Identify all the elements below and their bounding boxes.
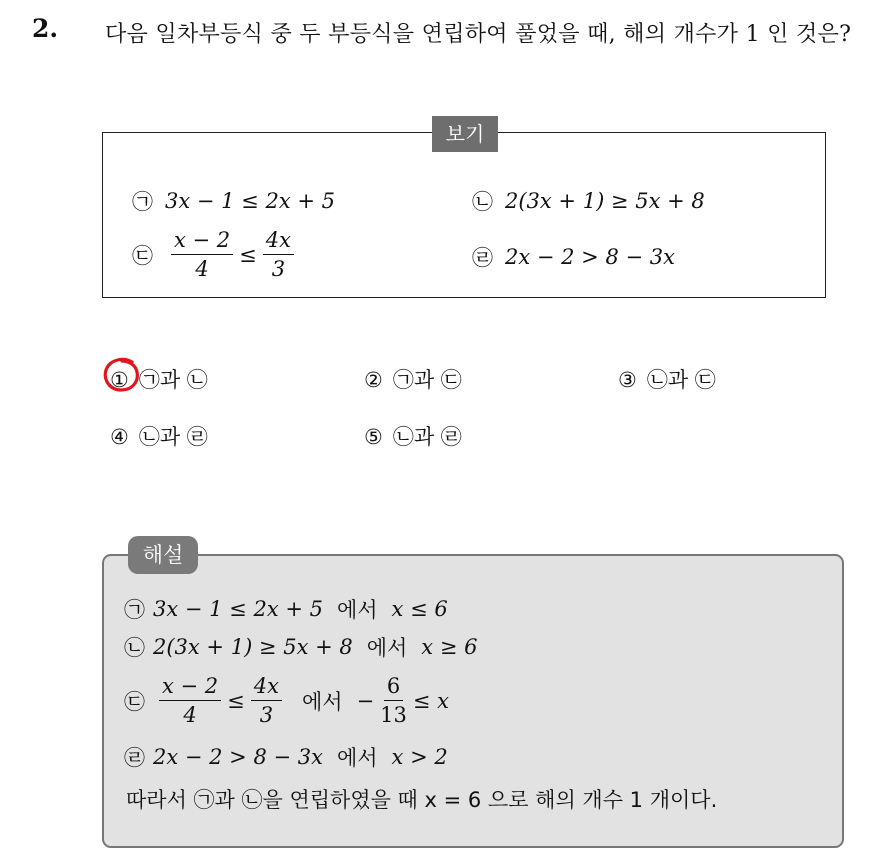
explanation-conclusion: 따라서 ㉠과 ㉡을 연립하였을 때 x = 6 으로 해의 개수 1 개이다. (126, 788, 718, 812)
fraction: $\frac{6}{13}$ (380, 674, 407, 727)
choice-3[interactable] (618, 364, 716, 394)
choice-5[interactable] (364, 421, 462, 451)
bogi-item-4 (472, 242, 675, 272)
choice-text: ㉠과 ㉢ (392, 368, 462, 392)
circle-rieul-icon: ㉣ (124, 746, 145, 770)
explanation-line-2: ㉡ 2(3x + 1) ≥ 5x + 8 에서 x ≥ 6 (124, 632, 477, 662)
explanation-line-4: ㉣ 2x − 2 > 8 − 3x 에서 x > 2 (124, 742, 448, 772)
choice-number: ⑤ (364, 425, 383, 449)
question-number: 2. (32, 14, 59, 43)
choice-number: ④ (110, 425, 129, 449)
circle-nieun-icon: ㉡ (124, 636, 145, 660)
fraction: $\frac{x - 2}{4}$ (159, 672, 221, 729)
bogi-label: 보기 (432, 116, 498, 152)
choice-text: ㉠과 ㉡ (138, 368, 208, 392)
operator: ≤ (239, 242, 257, 267)
circle-digeut-icon: ㉢ (132, 243, 153, 268)
bogi-item-3 (132, 226, 300, 283)
fraction: $\frac{4x}{3}$ (251, 672, 282, 729)
choice-2[interactable] (364, 364, 462, 394)
choice-text: ㉡과 ㉢ (646, 368, 716, 392)
bogi-expr: 3x − 1 ≤ 2x + 5 (165, 189, 335, 213)
choice-text: ㉡과 ㉣ (138, 425, 208, 449)
choice-number: ① (110, 368, 129, 392)
fraction: $\frac{4x}{3}$ (263, 226, 294, 283)
bogi-expr: 2(3x + 1) ≥ 5x + 8 (505, 189, 705, 213)
bogi-item-1 (132, 186, 335, 216)
circle-digeut-icon: ㉢ (124, 689, 145, 714)
explanation-line-1: ㉠ 3x − 1 ≤ 2x + 5 에서 x ≤ 6 (124, 594, 448, 624)
bogi-expr: 2x − 2 > 8 − 3x (505, 245, 675, 269)
choice-number: ③ (618, 368, 637, 392)
circle-rieul-icon: ㉣ (472, 246, 493, 270)
bogi-item-2 (472, 186, 705, 216)
explanation-label: 해설 (128, 536, 198, 574)
choice-number: ② (364, 368, 383, 392)
question-text: 다음 일차부등식 중 두 부등식을 연립하여 풀었을 때, 해의 개수가 1 인 것은? (105, 22, 852, 47)
choice-1[interactable] (110, 364, 208, 394)
circle-giyeok-icon: ㉠ (124, 598, 145, 622)
fraction: $\frac{x - 2}{4}$ (171, 226, 233, 283)
explanation-line-3: ㉢ $\frac{x - 2}{4}$ ≤ $\frac{4x}{3}$ 에서 − $\frac{6}{13}$ ≤ x (124, 674, 450, 727)
circle-nieun-icon: ㉡ (472, 190, 493, 214)
choice-text: ㉡과 ㉣ (392, 425, 462, 449)
choice-4[interactable] (110, 421, 208, 451)
circle-giyeok-icon: ㉠ (132, 190, 153, 214)
